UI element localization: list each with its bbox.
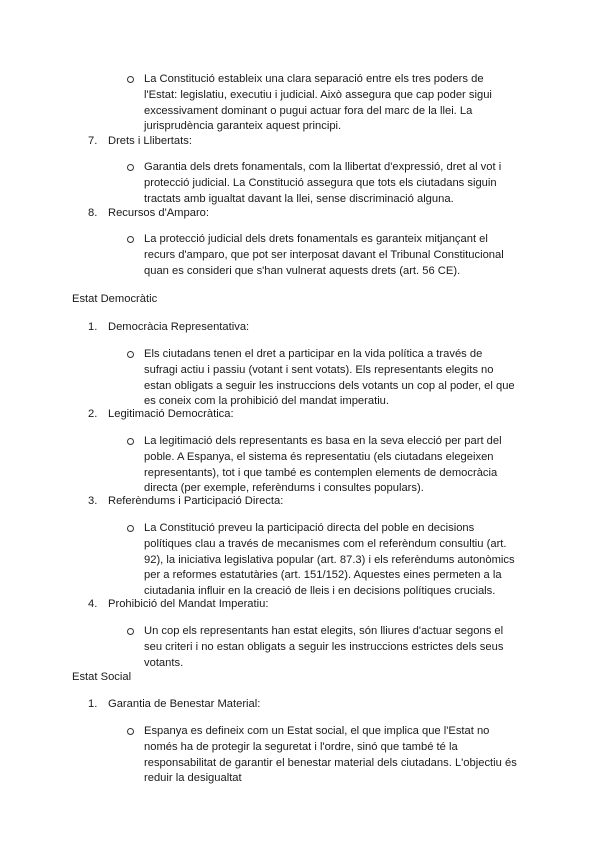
- bullet-text: Els ciutadans tenen el dret a participar en la vida política a través de sufragi actiu i passiu (votant i sent votats). Els representants elegits no estan obligats a seguir les instruccions dels votants un cop al poder, el que es coneix com la prohibició del mandat imperatiu.: [144, 348, 515, 408]
- list-item-7: [88, 134, 192, 150]
- bullet-text: Un cop els representants han estat elegits, són lliures d'actuar segons el seu criteri i no estan obligats a seguir les instruccions estrictes dels seus votants.: [144, 625, 504, 669]
- list-item-8: [88, 206, 209, 222]
- bullet-icon: [127, 164, 134, 171]
- item-number: 2.: [88, 408, 98, 420]
- bullet-icon: [127, 525, 134, 532]
- bullet-benestar: [127, 724, 517, 787]
- bullet-icon: [127, 628, 134, 635]
- bullet-separacio-poders: [127, 72, 517, 135]
- bullet-mandat: [127, 624, 517, 671]
- item-number: 8.: [88, 207, 98, 219]
- bullet-legitimacio: [127, 434, 517, 497]
- section-heading-democratic: Estat Democràtic: [72, 293, 158, 305]
- bullet-icon: [127, 76, 134, 83]
- bullet-text: La Constitució estableix una clara separació entre els tres poders de l'Estat: legislatiu, executiu i judicial. Això assegura que cap poder sigui excessivament dominant o pugui actuar fora del marc de la llei. La jurisprudència garanteix aquest principi.: [144, 73, 492, 133]
- item-label: Recursos d'Amparo:: [108, 207, 209, 219]
- item-number: 1.: [88, 321, 98, 333]
- bullet-text: La Constitució preveu la participació directa del poble en decisions polítiques clau a través de mecanismes com el referèndum consultiu (art. 92), la iniciativa legislativa popular (art. 87.3) i els referèndums autonòmics per a reformes estatutàries (art. 151/152). Aquestes eines permeten a la ciutadania influir en la creació de lleis i en decisions polítiques crucials.: [144, 522, 515, 598]
- item-label: Referèndums i Participació Directa:: [108, 495, 284, 507]
- item-number: 4.: [88, 598, 98, 610]
- bullet-drets: [127, 160, 517, 207]
- item-number: 7.: [88, 135, 98, 147]
- item-label: Legitimació Democràtica:: [108, 408, 234, 420]
- item-label: Garantia de Benestar Material:: [108, 698, 261, 710]
- list-item-d1: [88, 320, 249, 336]
- bullet-text: La legitimació dels representants es basa en la seva elecció per part del poble. A Espanya, el sistema és representatiu (els ciutadans elegeixen representants), tot i que també es contemplen elements de democràcia directa (per exemple, referèndums i consultes populars).: [144, 435, 502, 495]
- bullet-text: Garantia dels drets fonamentals, com la llibertat d'expressió, dret al vot i protecció judicial. La Constitució assegura que tots els ciutadans siguin tractats amb igualtat davant la llei, sense discriminació alguna.: [144, 161, 502, 205]
- item-number: 1.: [88, 698, 98, 710]
- bullet-referendums: [127, 521, 517, 600]
- list-item-d2: [88, 407, 234, 423]
- section-heading-social: Estat Social: [72, 671, 132, 683]
- bullet-icon: [127, 728, 134, 735]
- bullet-icon: [127, 351, 134, 358]
- bullet-representativa: [127, 347, 517, 410]
- bullet-text: Espanya es defineix com un Estat social, el que implica que l'Estat no només ha de protegir la seguretat i l'ordre, sinó que també té la responsabilitat de garantir el benestar material dels ciutadans. L'objectiu és reduir la desigualtat: [144, 725, 517, 785]
- bullet-amparo: [127, 232, 517, 279]
- item-label: Prohibició del Mandat Imperatiu:: [108, 598, 269, 610]
- item-label: Democràcia Representativa:: [108, 321, 250, 333]
- list-item-d3: [88, 494, 283, 510]
- bullet-text: La protecció judicial dels drets fonamentals es garanteix mitjançant el recurs d'amparo, que pot ser interposat davant el Tribunal Constitucional quan es consideri que s'han vulnerat aquests drets (art. 56 CE).: [144, 233, 504, 277]
- item-number: 3.: [88, 495, 98, 507]
- bullet-icon: [127, 236, 134, 243]
- item-label: Drets i Llibertats:: [108, 135, 192, 147]
- list-item-d4: [88, 597, 268, 613]
- bullet-icon: [127, 438, 134, 445]
- list-item-s1: [88, 697, 260, 713]
